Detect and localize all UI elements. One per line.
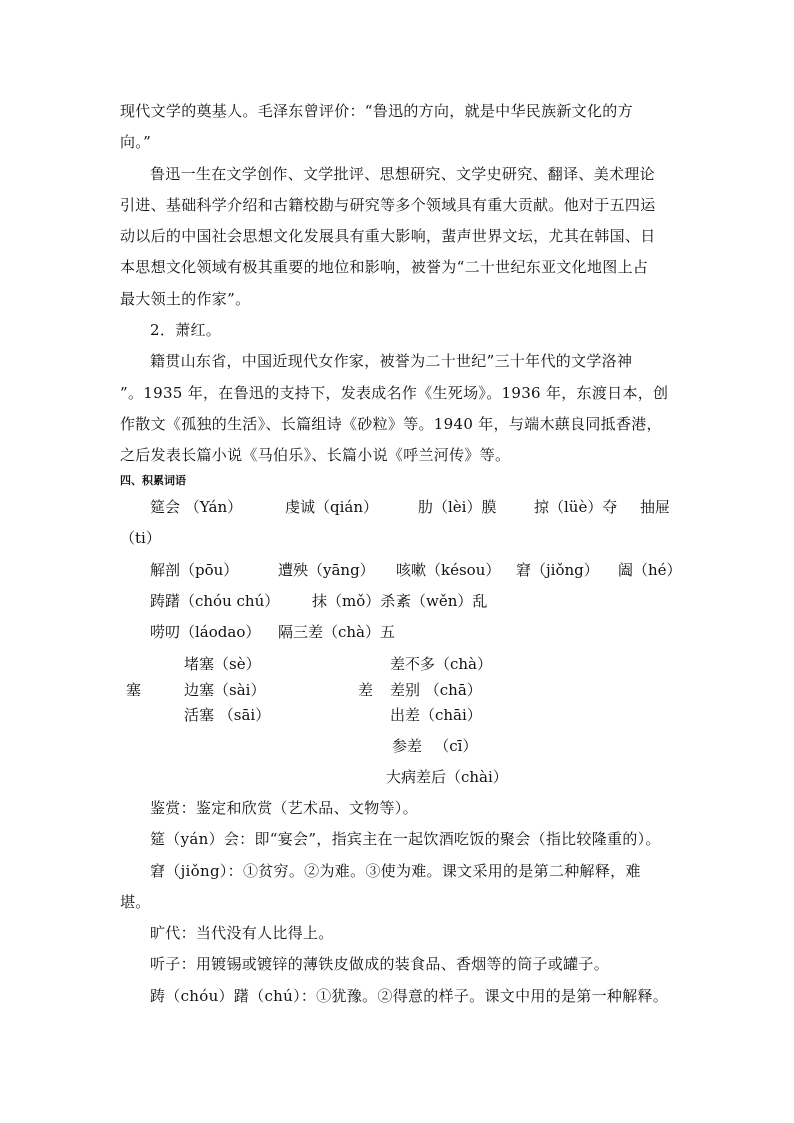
- paragraph-line: 动以后的中国社会思想文化发展具有重大影响，蜚声世界文坛，尤其在韩国、日: [120, 227, 656, 245]
- polyphone-item: 出差（chāi）: [390, 706, 482, 724]
- vocab-item: 踌躇（chóu chú）: [150, 592, 280, 610]
- polyphone-item: 边塞（sài）: [184, 681, 266, 699]
- polyphone-char-sai: 塞: [126, 681, 142, 699]
- polyphone-item: 堵塞（sè）: [184, 655, 261, 673]
- paragraph-line: 之后发表长篇小说《马伯乐》、长篇小说《呼兰河传》等。: [120, 446, 511, 464]
- paragraph-line: 向。”: [120, 133, 152, 151]
- paragraph-line: 鲁迅一生在文学创作、文学批评、思想研究、文学史研究、翻译、美术理论: [150, 165, 655, 183]
- vocab-item: 遭殃（yāng）: [278, 561, 375, 579]
- paragraph-line: ”。1935 年，在鲁迅的支持下，发表成名作《生死场》。1936 年，东渡日本，创: [120, 384, 669, 402]
- section-heading: 四、积累词语: [120, 474, 186, 487]
- polyphone-item: 参差 （cī）: [392, 737, 478, 755]
- vocab-item: 虔诚（qián）: [285, 498, 379, 516]
- definition: 踌（chóu）躇（chú）：①犹豫。②得意的样子。课文中用的是第一种解释。: [150, 987, 669, 1005]
- vocab-item: 肋（lèi）膜: [418, 498, 497, 516]
- polyphone-char-cha: 差: [358, 681, 374, 699]
- vocab-item: 咳嗽（késou）: [396, 561, 501, 579]
- vocab-item: 抽屉: [640, 498, 671, 516]
- polyphone-item: 大病差后（chài）: [386, 768, 508, 786]
- vocab-item: 抹（mǒ）杀: [312, 592, 396, 610]
- vocab-item: 筵会 （Yán）: [150, 498, 243, 516]
- paragraph-line: 现代文学的奠基人。毛泽东曾评价：“鲁迅的方向，就是中华民族新文化的方: [120, 102, 633, 120]
- definition: 窘（jiǒng）：①贫穷。②为难。③使为难。课文采用的是第二种解释，难: [150, 862, 641, 880]
- vocab-item: 掠（lüè）夺: [534, 498, 618, 516]
- paragraph-line: 最大领土的作家”。: [120, 290, 251, 308]
- definition: 听子：用镀锡或镀锌的薄铁皮做成的装食品、香烟等的筒子或罐子。: [150, 955, 610, 973]
- vocab-item: 窘（jiǒng）: [516, 561, 599, 579]
- definition: 堪。: [120, 893, 151, 911]
- polyphone-item: 活塞 （sāi）: [184, 706, 271, 724]
- vocab-item: 隔三差（chà）五: [278, 623, 396, 641]
- definition: 旷代：当代没有人比得上。: [150, 924, 334, 942]
- paragraph-line: 籍贯山东省，中国近现代女作家，被誉为二十世纪”三十年代的文学洛神: [150, 352, 633, 370]
- paragraph-line: 本思想文化领域有极其重要的地位和影响，被誉为“二十世纪东亚文化地图上占: [120, 258, 649, 276]
- definition: 筵（yán）会：即“宴会”，指宾主在一起饮酒吃饭的聚会（指比较隆重的）。: [150, 830, 661, 848]
- vocab-item: 阖（hé）: [618, 561, 682, 579]
- polyphone-item: 差别 （chā）: [390, 681, 482, 699]
- paragraph-line: 作散文《孤独的生活》、长篇组诗《砂粒》等。1940 年，与端木蕻良同抵香港，: [120, 415, 662, 433]
- vocab-item: 紊（wěn）乱: [396, 592, 488, 610]
- subsection-title: 2．萧红。: [150, 321, 222, 339]
- vocab-item-continued: （ti）: [120, 529, 161, 547]
- vocab-item: 解剖（pōu）: [150, 561, 239, 579]
- vocab-item: 唠叨（láodao）: [150, 623, 261, 641]
- polyphone-item: 差不多（chà）: [390, 655, 493, 673]
- paragraph-line: 引进、基础科学介绍和古籍校勘与研究等多个领域具有重大贡献。他对于五四运: [120, 196, 656, 214]
- definition: 鉴赏：鉴定和欣赏（艺术品、文物等）。: [150, 799, 418, 817]
